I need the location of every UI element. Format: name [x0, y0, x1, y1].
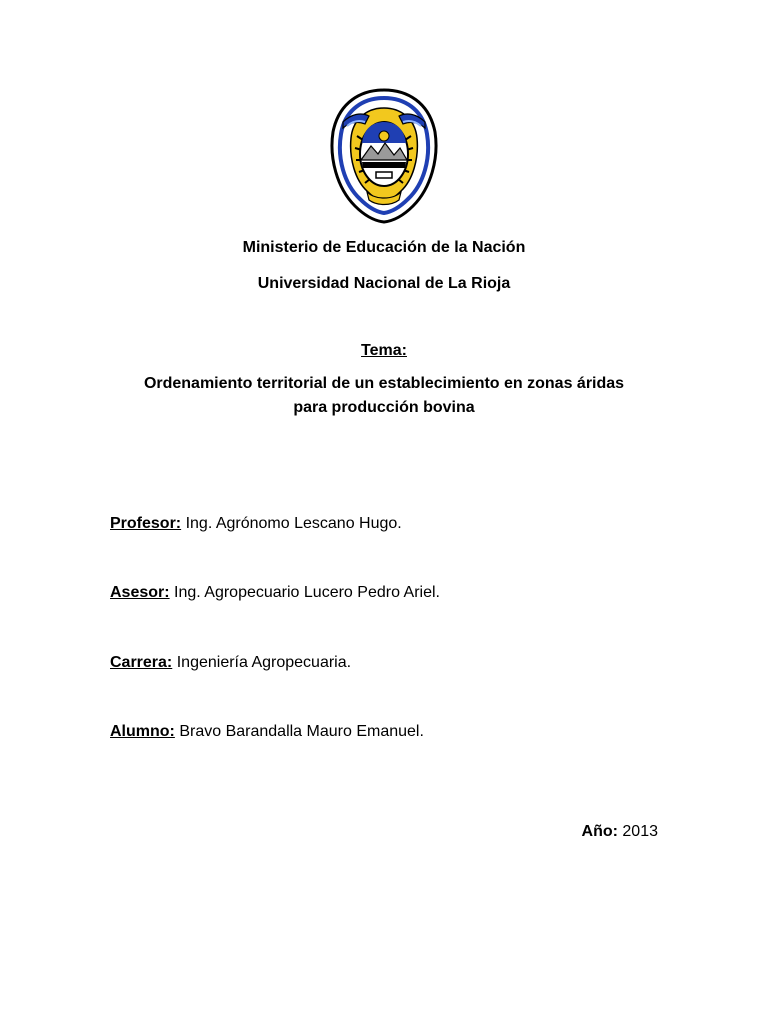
carrera-field	[110, 652, 351, 674]
alumno-field	[110, 721, 424, 743]
alumno-value: Bravo Barandalla Mauro Emanuel.	[179, 723, 424, 740]
topic-title-line1: Ordenamiento territorial de un establecimiento en zonas áridas	[143, 375, 625, 392]
asesor-value: Ing. Agropecuario Lucero Pedro Ariel.	[174, 584, 440, 601]
carrera-label: Carrera:	[110, 654, 173, 671]
ministry-heading: Ministerio de Educación de la Nación	[242, 239, 526, 256]
year-field	[582, 821, 658, 843]
carrera-value: Ingeniería Agropecuaria.	[176, 654, 352, 671]
profesor-value: Ing. Agrónomo Lescano Hugo.	[185, 515, 402, 532]
asesor-label: Asesor:	[110, 584, 170, 601]
topic-title-line2: para producción bovina	[293, 399, 475, 416]
asesor-field	[110, 582, 440, 604]
university-seal-icon	[327, 88, 441, 224]
year-label: Año:	[581, 823, 618, 840]
topic-label: Tema:	[361, 342, 407, 359]
profesor-field	[110, 513, 402, 535]
topic-label-line	[0, 340, 768, 362]
profesor-label: Profesor:	[110, 515, 182, 532]
alumno-label: Alumno:	[110, 723, 175, 740]
university-heading: Universidad Nacional de La Rioja	[257, 275, 511, 292]
year-value: 2013	[622, 823, 658, 840]
